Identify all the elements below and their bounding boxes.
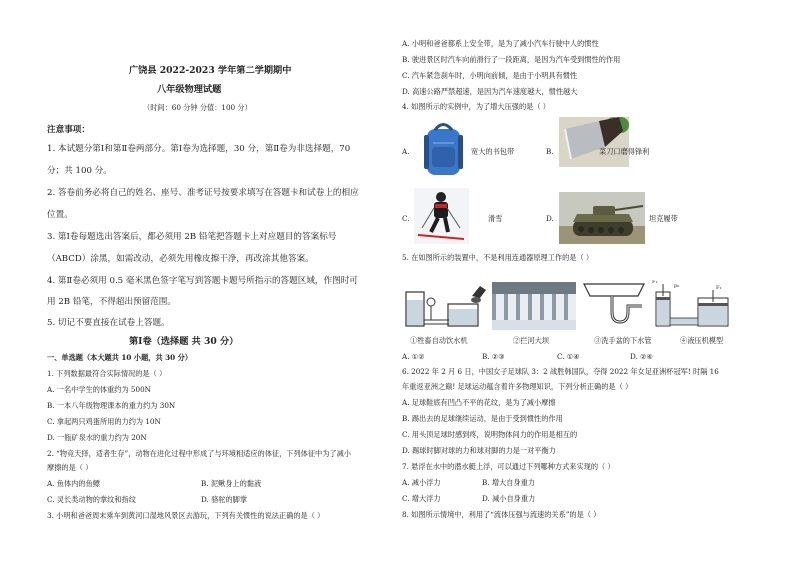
q2-option: C. 灵长类动物的掌纹和指纹	[47, 495, 136, 504]
q2-option: B. 泥鳅身上的黏液	[201, 479, 262, 488]
exam-subtitle: 八年级物理试题	[157, 84, 222, 95]
q6-option: B. 踢出去的足球继续运动，是由于受到惯性的作用	[402, 414, 563, 423]
q7-option: B. 增大自身重力	[482, 478, 535, 487]
note-line: 3. 第Ⅰ卷每题选出答案后，都必须用 2B 铅笔把答题卡上对应题目的答案标号	[47, 232, 337, 242]
dam-image	[492, 282, 576, 330]
question-5-stem: 5. 在如图所示的装置中，不是利用连通器原理工作的是（ ）	[402, 253, 594, 262]
question-6-stem-cont: 年重返亚洲之巅! 足球运动蕴含着许多物理知识，下列分析正确的是（ ）	[402, 382, 633, 391]
part-title: 一、单选题（本大题共 10 小题，共 30 分）	[47, 353, 193, 362]
note-line: 4. 第Ⅱ卷必须用 0.5 毫米黑色签字笔写到答题卡题号所指示的答题区域，作图时可	[47, 276, 358, 286]
q1-option: A. 一名中学生的体重约为 500N	[47, 385, 151, 394]
q4-option-text: 坦克履带	[649, 214, 678, 223]
q3-option: C. 汽车紧急刹车时，小明向前倾，是由于小明具有惯性	[402, 71, 578, 80]
q3-option: A. 小明和爸爸都系上安全带，是为了减小汽车行驶中人的惯性	[402, 39, 599, 48]
note-line: 用 2B 铅笔，不得超出预留范围。	[47, 297, 176, 307]
q5-option: B. ②③	[482, 352, 505, 361]
note-line: 2. 答卷前务必将自己的姓名、座号、准考证号按要求填写在答题卡和试卷上的相应	[47, 188, 359, 198]
backpack-image	[421, 121, 466, 177]
q3-option: B. 驶进景区时汽车向前滑行了一段距离，是因为汽车受到惯性的作用	[402, 55, 621, 64]
label-f1: F₁	[652, 280, 658, 285]
question-1-stem: 1. 下列数据最符合实际情况的是（ ）	[47, 369, 167, 378]
notice-title: 注意事项：	[47, 125, 90, 135]
q1-option: C. 拿起两只鸡蛋所用的力约为 10N	[47, 417, 161, 426]
q1-option: D. 一瓶矿泉水的重力约为 20N	[47, 433, 147, 442]
note-line: （ABCD）涂黑，如需改动，必须先用橡皮擦干净，再改涂其他答案。	[47, 254, 314, 264]
question-4-stem: 4. 如图所示的实例中，为了增大压强的是（ ）	[402, 102, 550, 111]
q2-option: D. 骆驼的脚掌	[201, 495, 248, 504]
sink-drain-diagram	[580, 282, 648, 330]
question-3-stem: 3. 小明和爸爸周末乘车到黄河口湿地风景区去游玩，下列有关惯性的说法正确的是（ ）	[47, 511, 325, 520]
q2-option: A. 鱼体内的鱼鳔	[47, 479, 100, 488]
q4-option-text: 滑雪	[488, 214, 503, 223]
q1-option: B. 一本八年级物理课本的重力约为 30N	[47, 401, 176, 410]
question-2-stem-cont: 摩擦的是（ ）	[47, 463, 93, 472]
section-title: 第Ⅰ卷（选择题 共 30 分）	[129, 336, 239, 347]
hydraulic-press-diagram	[652, 280, 732, 330]
question-6-stem: 6. 2022 年 2 月 6 日，中国女子足球队 3：2 战胜韩国队，夺得 2022 年女足亚洲杯冠军! 时隔 16	[402, 367, 719, 376]
note-line: 位置。	[47, 210, 73, 220]
time-score: （时间：60 分钟 分值：100 分）	[143, 103, 252, 112]
q5-option: C. ①④	[557, 352, 580, 361]
tank-image	[559, 192, 645, 244]
q5-caption: ③洗手盆的下水管	[594, 336, 652, 345]
q5-caption: ②拦河大坝	[513, 336, 549, 345]
question-8-stem: 8. 如图所示情境中，利用了“流体压强与流速的关系”的是（ ）	[402, 510, 601, 519]
note-line: 1. 本试题分第Ⅰ和第Ⅱ卷两部分。第Ⅰ卷为选择题，30 分，第Ⅱ卷为非选择题，70	[47, 144, 351, 154]
q4-option-text: 菜刀口磨得锋利	[599, 147, 650, 156]
q5-caption: ①牲畜自动饮水机	[410, 336, 468, 345]
knife-image	[559, 117, 629, 167]
skier-image	[414, 188, 469, 244]
exam-title: 广饶县 2022-2023 学年第二学期期中	[129, 65, 292, 76]
label-p0: p₀	[674, 283, 680, 289]
q5-option: D. ②④	[630, 352, 653, 361]
q6-option: A. 足球鞋底有凹凸不平的花纹，是为了减小摩擦	[402, 398, 556, 407]
q7-option: C. 增大浮力	[402, 494, 441, 503]
question-2-stem: 2. “物竞天择，适者生存”，动物在进化过程中形成了与环境相适应的体征，下列体征中为了减小	[47, 449, 351, 458]
q5-option: A. ①②	[402, 352, 425, 361]
q7-option: A. 减小浮力	[402, 478, 441, 487]
q6-option: C. 用头顶足球时感到疼，说明物体间力的作用是相互的	[402, 430, 578, 439]
note-line: 5. 切记不要直接在试卷上答题。	[47, 318, 170, 328]
question-7-stem: 7. 悬浮在水中的潜水艇上浮，可以通过下列哪种方式来实现的（ ）	[402, 462, 615, 471]
drinker-diagram	[404, 282, 488, 330]
q4-option-letter: D.	[546, 214, 554, 223]
q4-option-text: 宽大的书包带	[471, 147, 515, 156]
q4-option-letter: B.	[546, 147, 554, 156]
note-line: 分；共 100 分。	[47, 166, 112, 176]
q3-option: D. 高速公路严禁超速，是因为汽车速度越大，惯性越大	[402, 87, 578, 96]
q4-option-letter: A.	[402, 147, 410, 156]
q4-option-letter: C.	[402, 214, 410, 223]
q6-option: D. 踢球时脚对球的力和球对脚的力是一对平衡力	[402, 446, 556, 455]
q7-option: D. 减小自身重力	[482, 494, 536, 503]
label-f2: F₂	[716, 285, 722, 291]
q5-caption: ④液压机模型	[680, 336, 724, 345]
